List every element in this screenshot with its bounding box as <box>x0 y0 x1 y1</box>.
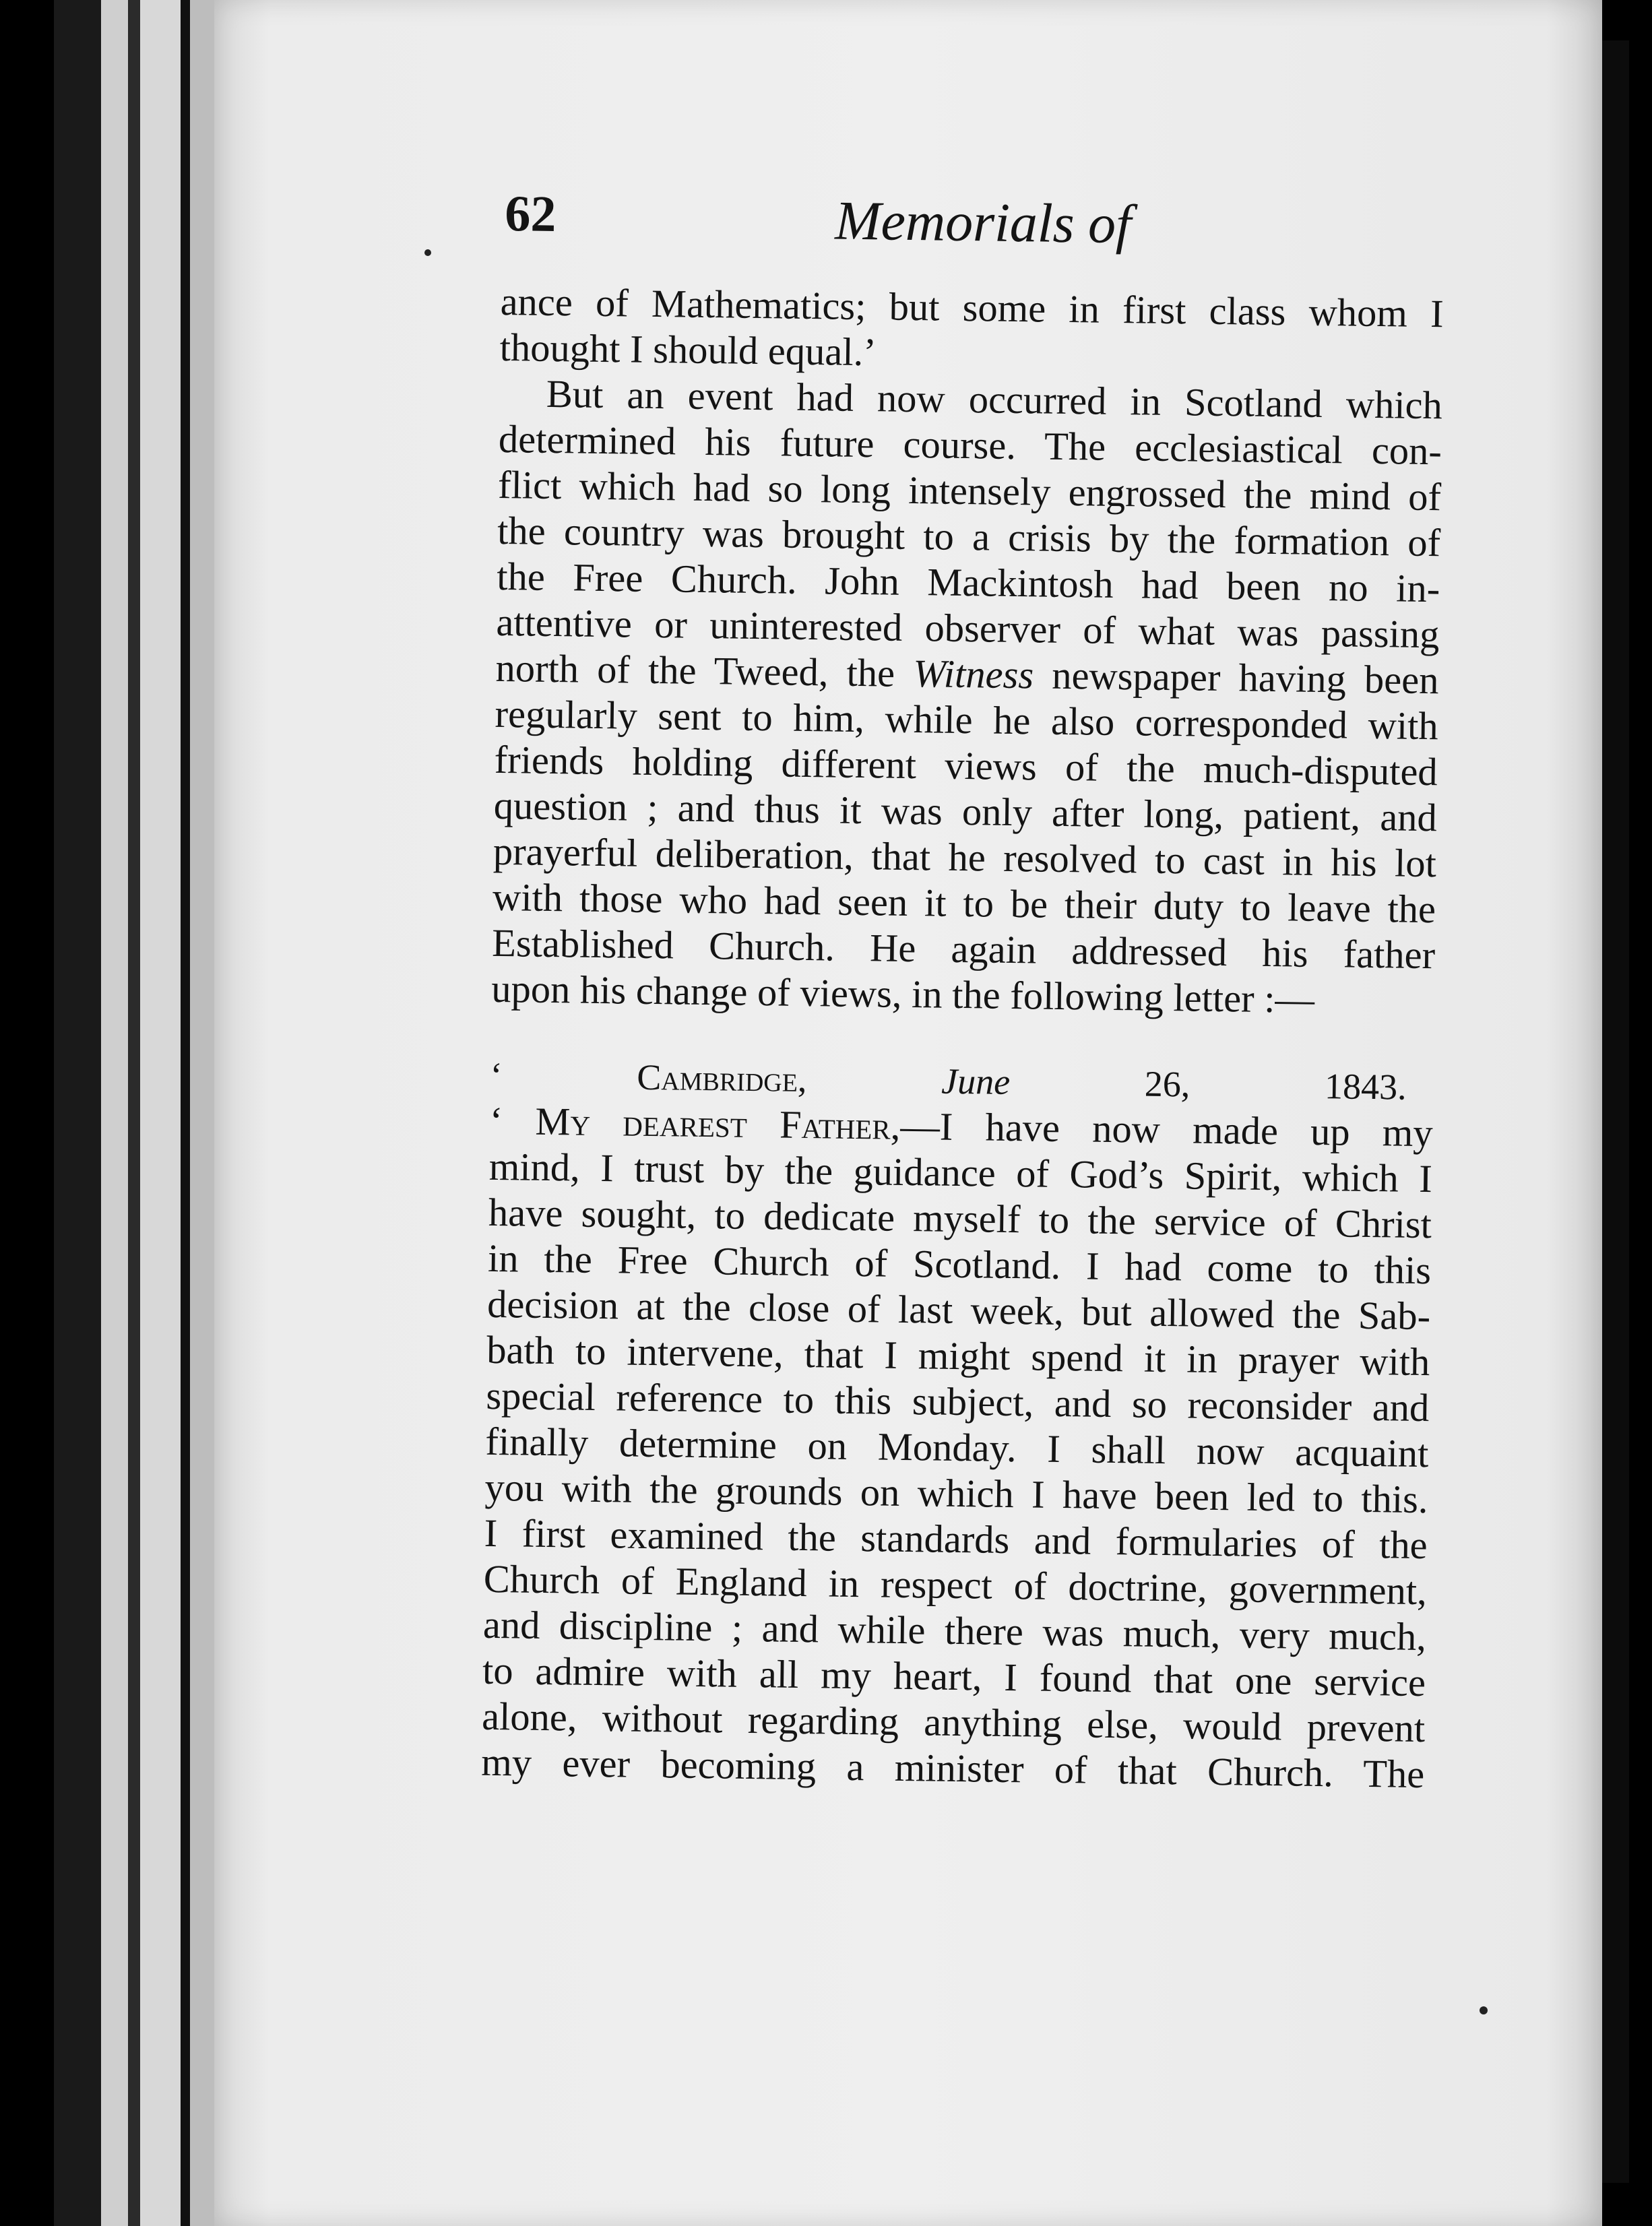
dateline-month: June <box>941 1060 1011 1102</box>
page-right-edge <box>1602 40 1629 2183</box>
text-line: in the Free Church of Scotland. I had come to this <box>487 1236 1432 1293</box>
text-line: Established Church. He again addressed his father <box>491 920 1436 978</box>
text-line: question ; and thus it was only after long, patient, and <box>493 783 1438 840</box>
text-line: I first examined the standards and formularies of the <box>484 1510 1428 1568</box>
dateline-day-year: 26, 1843. <box>1144 1063 1407 1108</box>
running-title: Memorials of <box>834 189 1132 255</box>
text-line: decision at the close of last week, but allowed the Sab- <box>486 1281 1431 1339</box>
page-number: 62 <box>504 185 557 243</box>
text-line: friends holding different views of the much-disputed <box>494 737 1438 794</box>
text-line: thought I should equal.’ <box>499 325 877 375</box>
letter <box>276 1050 1434 1798</box>
text-line: the country was brought to a crisis by the formation of <box>497 508 1441 565</box>
text-line: upon his change of views, in the following letter :— <box>490 966 1315 1021</box>
letter-salutation: ‘ My dearest Father, <box>489 1098 901 1148</box>
text-line: to admire with all my heart, I found that one service <box>482 1648 1426 1705</box>
text-line: with those who had seen it to be their duty to leave the <box>492 874 1436 932</box>
paragraph <box>294 276 1444 383</box>
page-edge <box>181 0 190 2226</box>
text-line: Church of England in respect of doctrine, government, <box>483 1556 1428 1614</box>
ink-speck <box>1480 2006 1488 2014</box>
page-edge <box>101 0 128 2226</box>
text-line: alone, without regarding anything else, would prevent <box>481 1694 1426 1751</box>
text-line: the Free Church. John Mackintosh had been no in- <box>496 554 1440 611</box>
page-edge <box>190 0 214 2226</box>
paragraph <box>286 368 1442 1024</box>
text-line: you with the grounds on which I have been led to this. <box>484 1465 1428 1522</box>
text-line: mind, I trust by the guidance of God’s Spirit, which I <box>488 1144 1433 1201</box>
text-fragment: —I have now made up my <box>899 1104 1434 1155</box>
text-fragment: north of the Tweed, the <box>495 645 895 695</box>
text-line: attentive or uninterested observer of what was passing <box>496 600 1440 657</box>
newspaper-title: Witness <box>912 651 1034 697</box>
text-line: regularly sent to him, while he also corresponded with <box>495 691 1438 749</box>
text-line: my ever becoming a minister of that Church. The <box>480 1740 1425 1797</box>
text-line: flict which had so long intensely engrossed the mind of <box>497 462 1442 519</box>
text-fragment: newspaper having been <box>1051 653 1439 703</box>
text-line: bath to intervene, that I might spend it in prayer with <box>486 1327 1430 1385</box>
text-line: prayerful deliberation, that he resolved to cast in his lot <box>493 829 1437 886</box>
text-line: and discipline ; and while there was much, very much, <box>482 1602 1427 1659</box>
text-line: special reference to this subject, and so reconsider and <box>486 1373 1430 1430</box>
page-edge <box>140 0 181 2226</box>
page-text <box>276 182 1442 1798</box>
text-line: have sought, to dedicate myself to the service of Christ <box>488 1190 1432 1247</box>
dateline-place: ‘ Cambridge, <box>490 1054 807 1100</box>
page-edge <box>128 0 140 2226</box>
page-edge <box>54 0 101 2226</box>
text-line: determined his future course. The ecclesiastical con- <box>498 416 1442 474</box>
running-head <box>295 182 1442 291</box>
text-line: finally determine on Monday. I shall now acquaint <box>485 1419 1429 1476</box>
text-line: ance of Mathematics; but some in first class whom I <box>500 279 1444 336</box>
text-line: But an event had now occurred in Scotland which <box>546 371 1443 428</box>
